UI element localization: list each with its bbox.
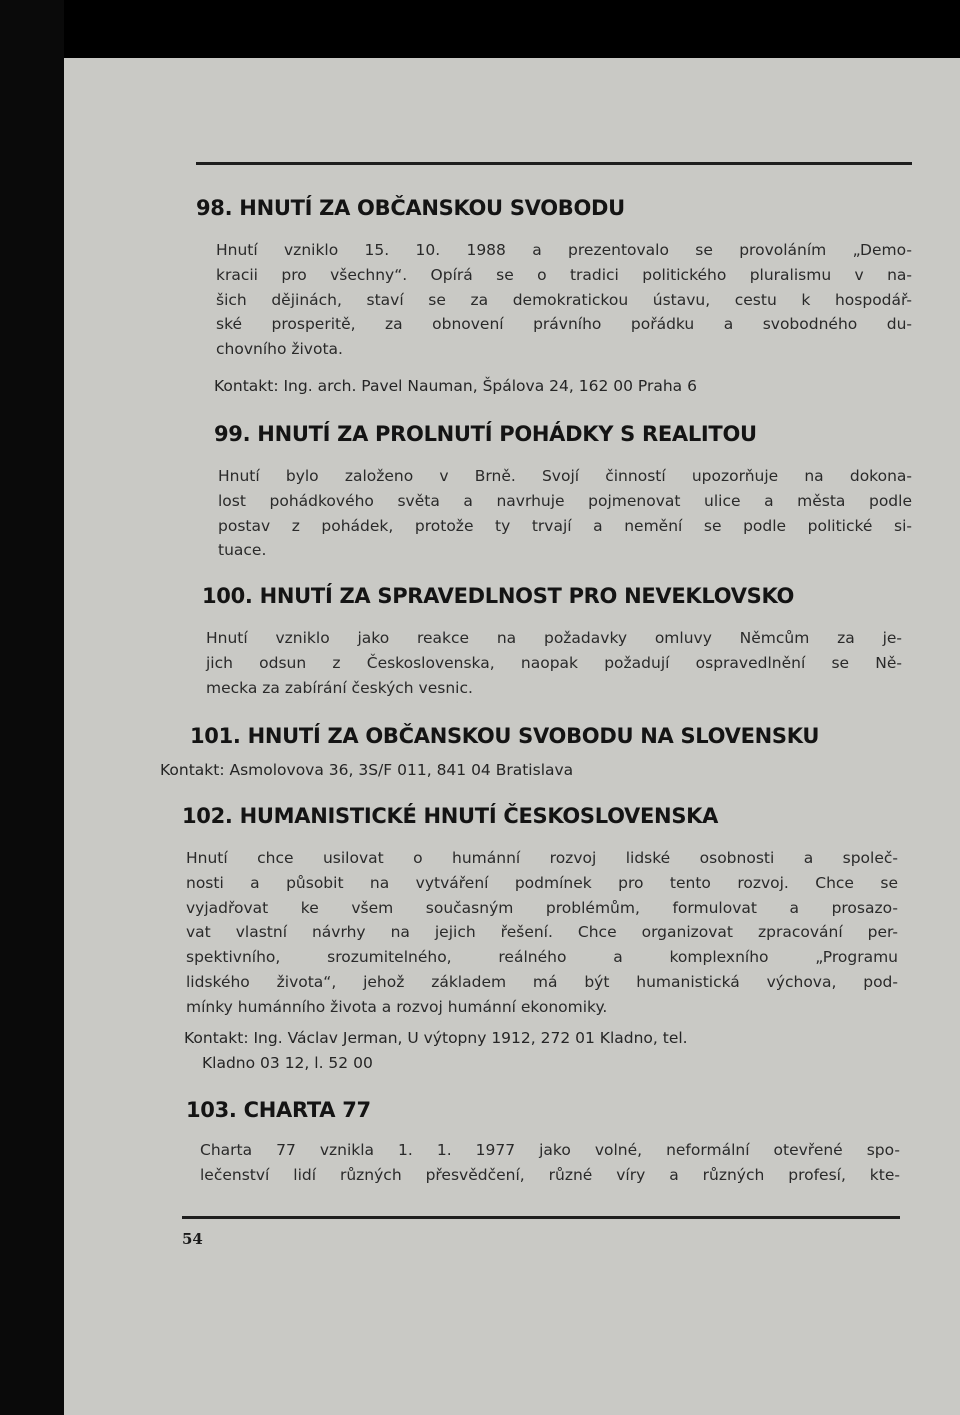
contact-102-line-2: Kladno 03 12, l. 52 00 — [202, 1054, 373, 1072]
text-line: Hnutí vzniklo jako reakce na požadavky omluvy Němcům za je- — [206, 629, 902, 647]
text-line: ské prosperitě, za obnovení právního pořádku a svobodného du- — [216, 315, 912, 334]
section-heading-98: 98. HNUTÍ ZA OBČANSKOU SVOBODU — [196, 196, 625, 220]
contact-98: Kontakt: Ing. arch. Pavel Nauman, Špálova 24, 162 00 Praha 6 — [214, 377, 697, 395]
text-line: nosti a působit na vytváření podmínek pro tento rozvoj. Chce se — [186, 873, 898, 892]
section-body-98 — [216, 238, 912, 362]
scan-border — [0, 0, 64, 1415]
section-heading-100: 100. HNUTÍ ZA SPRAVEDLNOST PRO NEVEKLOVSKO — [202, 584, 795, 608]
text-line: Charta 77 vznikla 1. 1. 1977 jako volné, neformální otevřené spo- — [200, 1141, 900, 1159]
text-line: vat vlastní návrhy na jejich řešení. Chce organizovat zpracování per- — [186, 923, 898, 942]
text-line: mecka za zabírání českých vesnic. — [206, 678, 473, 697]
text-line: Hnutí chce usilovat o humánní rozvoj lidské osobnosti a společ- — [186, 849, 898, 867]
text-line: Hnutí bylo založeno v Brně. Svojí činností upozorňuje na dokona- — [218, 467, 912, 485]
text-line: kracii pro všechny“. Opírá se o tradici politického pluralismu v na- — [216, 265, 912, 284]
text-line: jich odsun z Československa, naopak požadují ospravedlnění se Ně- — [206, 653, 902, 672]
section-heading-102: 102. HUMANISTICKÉ HNUTÍ ČESKOSLOVENSKA — [182, 804, 719, 828]
section-body-102 — [186, 846, 898, 1020]
text-line: vyjadřovat ke všem současným problémům, formulovat a prosazo- — [186, 898, 898, 917]
text-line: lost pohádkového světa a navrhuje pojmenovat ulice a města podle — [218, 491, 912, 510]
text-line: lečenství lidí různých přesvědčení, různé víry a různých profesí, kte- — [200, 1165, 900, 1184]
text-line: tuace. — [218, 541, 267, 560]
bottom-rule — [182, 1216, 900, 1219]
text-line: Hnutí vzniklo 15. 10. 1988 a prezentovalo se provoláním „Demo- — [216, 241, 912, 259]
section-heading-99: 99. HNUTÍ ZA PROLNUTÍ POHÁDKY S REALITOU — [214, 422, 757, 446]
text-line: šich dějinách, staví se za demokratickou ústavu, cestu k hospodář- — [216, 290, 912, 309]
contact-102-line-1: Kontakt: Ing. Václav Jerman, U výtopny 1912, 272 01 Kladno, tel. — [184, 1029, 688, 1047]
section-heading-101: 101. HNUTÍ ZA OBČANSKOU SVOBODU NA SLOVENSKU — [190, 724, 820, 748]
section-body-99 — [218, 464, 912, 563]
text-line: lidského života“, jehož základem má být humanistická výchova, pod- — [186, 972, 898, 991]
section-body-100 — [206, 626, 902, 700]
section-heading-103: 103. CHARTA 77 — [186, 1098, 371, 1122]
text-line: chovního života. — [216, 340, 343, 359]
section-body-103 — [200, 1138, 900, 1188]
contact-101: Kontakt: Asmolovova 36, 3S/F 011, 841 04 Bratislava — [160, 761, 574, 779]
text-line: spektivního, srozumitelného, reálného a komplexního „Programu — [186, 948, 898, 967]
top-rule — [196, 162, 912, 165]
page-number: 54 — [182, 1230, 203, 1248]
book-page — [64, 58, 960, 1415]
text-line: mínky humánního života a rozvoj humánní ekonomiky. — [186, 997, 608, 1016]
text-line: postav z pohádek, protože ty trvají a nemění se podle politické si- — [218, 516, 912, 535]
